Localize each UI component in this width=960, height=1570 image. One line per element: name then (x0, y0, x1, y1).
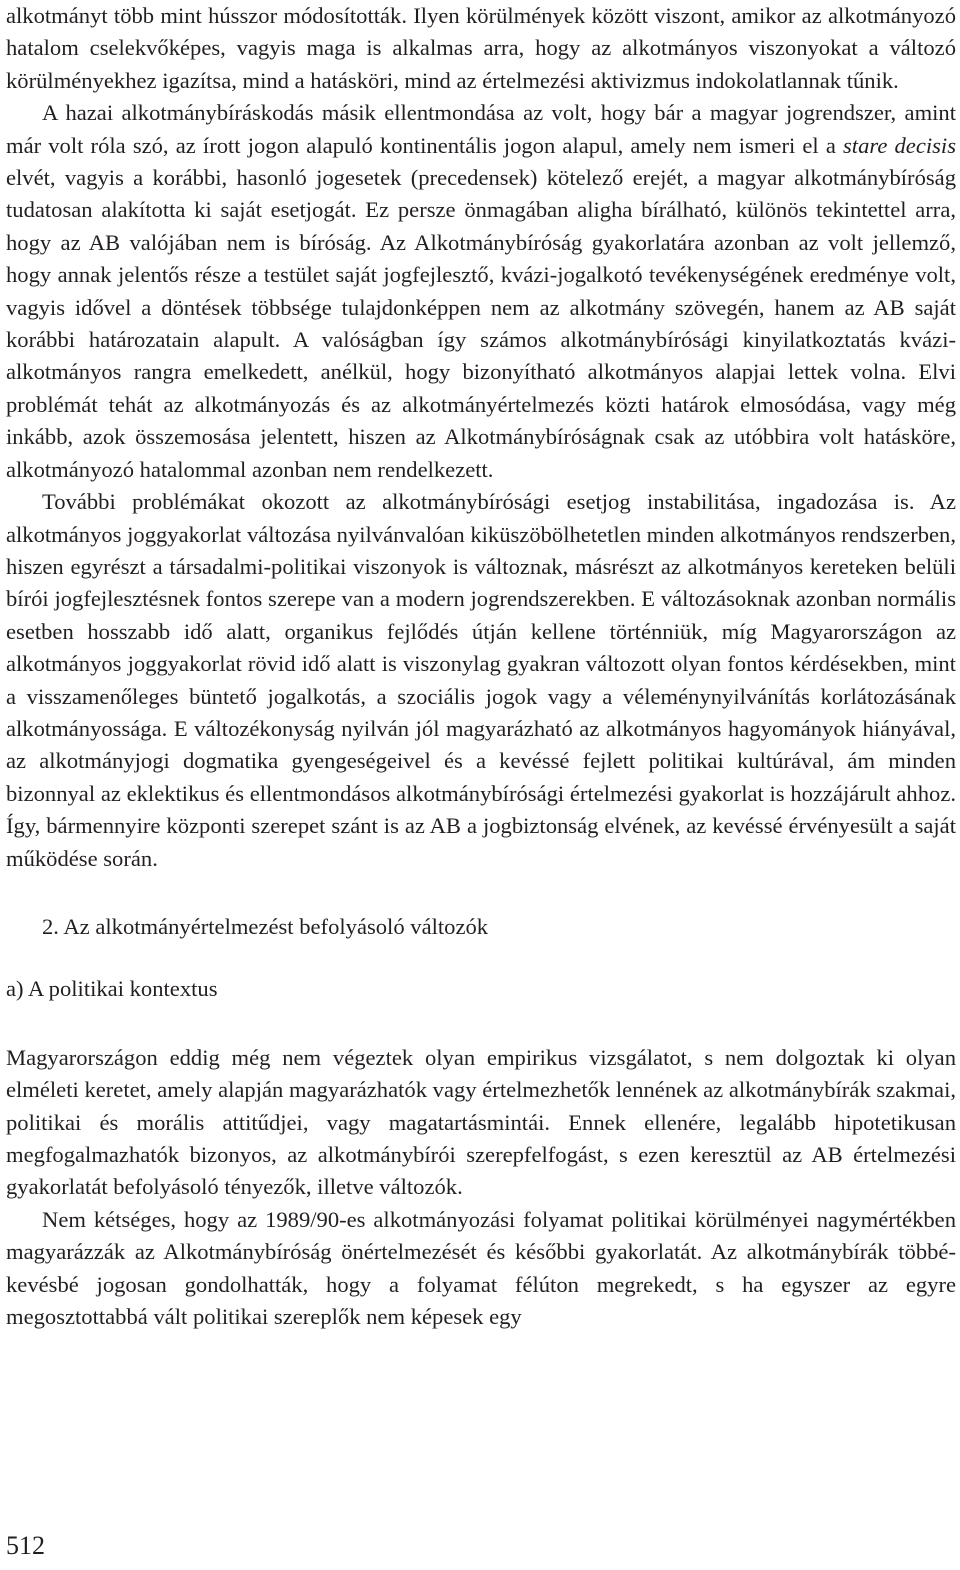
paragraph-stare-decisis (6, 97, 956, 486)
paragraph-text: A hazai alkotmánybíráskodás másik ellentmondása az volt, hogy bár a magyar jogrendszer, amint már volt róla szó, az írott jogon alapuló kontinentális jogon alapul, amely nem ismeri el a (6, 100, 956, 158)
page-body (6, 0, 956, 1333)
page-number: 512 (6, 1531, 45, 1560)
paragraph-political-context: Nem kétséges, hogy az 1989/90-es alkotmányozási folyamat politikai körülményei nagymértékben magyarázzák az Alkotmánybíróság önértelmezését és későbbi gyakorlatát. Az alkotmánybírák többé-kevésbé jogosan gondolhatták, hogy a folyamat félúton megrekedt, s ha egyszer az egyre megosztottabbá vált politikai szereplők nem képesek egy (6, 1206, 956, 1330)
subsection-heading: a) A politikai kontextus (6, 976, 218, 1002)
paragraph-instability: További problémákat okozott az alkotmánybírósági esetjog instabilitása, ingadozása is. Az alkotmányos joggyakorlat változása nyilvánvalóan kiküszöbölhetetlen minden alkotmányos rendszerben, hiszen egyrészt a társadalmi-politikai viszonyok is változnak, másrészt az alkotmányos kereteken belüli bírói jogfejlesztésnek fontos szerepe van a modern jogrendszerekben. E változásoknak azonban normális esetben hosszabb idő alatt, organikus fejlődés útján kellene történniük, míg Magyarországon az alkotmányos joggyakorlat rövid idő alatt is viszonylag gyakran változott olyan fontos kérdésekben, mint a visszamenőleges büntető jogalkotás, a szociális jogok vagy a véleménynyilvánítás korlátozásának alkotmányossága. E változékonyság nyilván jól magyarázható az alkotmányos hagyományok hiányával, az alkotmányjogi dogmatika gyengeségeivel és a kevéssé fejlett politikai kultúrával, ám minden bizonnyal az eklektikus és ellentmondásos alkotmánybírósági értelmezési gyakorlat is hozzájárult ahhoz. Így, bármennyire központi szerepet szánt is az AB a jogbiztonság elvének, az kevéssé érvényesült a saját működése során. (6, 489, 956, 871)
paragraph-continued: alkotmányt több mint hússzor módosították. Ilyen körülmények között viszont, amikor az alkotmányozó hatalom cselekvőképes, vagyis maga is alkalmas arra, hogy az alkotmányos viszonyokat a változó körülményekhez igazítsa, mind a hatásköri, mind az értelmezési aktivizmus indokolatlannak tűnik. (6, 3, 956, 93)
latin-term: stare decisis (843, 132, 956, 158)
paragraph-text: elvét, vagyis a korábbi, hasonló jogesetek (precedensek) kötelező erejét, a magyar alkotmánybíróság tudatosan alakította ki saját esetjogát. Ez persze önmagában aligha bírálható, különös tekintettel arra, hogy az AB valójában nem is bíróság. Az Alkotmánybíróság gyakorlatára azonban az volt jellemző, hogy annak jelentős része a testület saját jogfejlesztő, kvázi-jogalkotó tevékenységének eredménye volt, vagyis idővel a döntések többsége tulajdonképpen nem az alkotmány szövegén, hanem az AB saját korábbi határozatain alapult. A valóságban így számos alkotmánybírósági kinyilatkoztatás kvázi-alkotmányos rangra emelkedett, anélkül, hogy bizonyítható alkotmányos alapjai lettek volna. Elvi problémát tehát az alkotmányozás és az alkotmányértelmezés közti határok elmosódása, vagy még inkább, azok összemosása jelentett, hiszen az Alkotmánybíróságnak csak az utóbbira volt hatásköre, alkotmányozó hatalommal azonban nem rendelkezett. (6, 165, 956, 482)
paragraph-empirical: Magyarországon eddig még nem végeztek olyan empirikus vizsgálatot, s nem dolgoztak ki olyan elméleti keretet, amely alapján magyarázhatók vagy értelmezhetők lennének az alkotmánybírák szakmai, politikai és morális attitűdjei, vagy magatartásmintái. Ennek ellenére, legalább hipotetikusan megfogalmazhatók bizonyos, az alkotmánybírói szerepfelfogást, s ezen keresztül az AB értelmezési gyakorlatát befolyásoló tényezők, illetve változók. (6, 1044, 956, 1200)
section-heading: 2. Az alkotmányértelmezést befolyásoló változók (42, 913, 489, 939)
